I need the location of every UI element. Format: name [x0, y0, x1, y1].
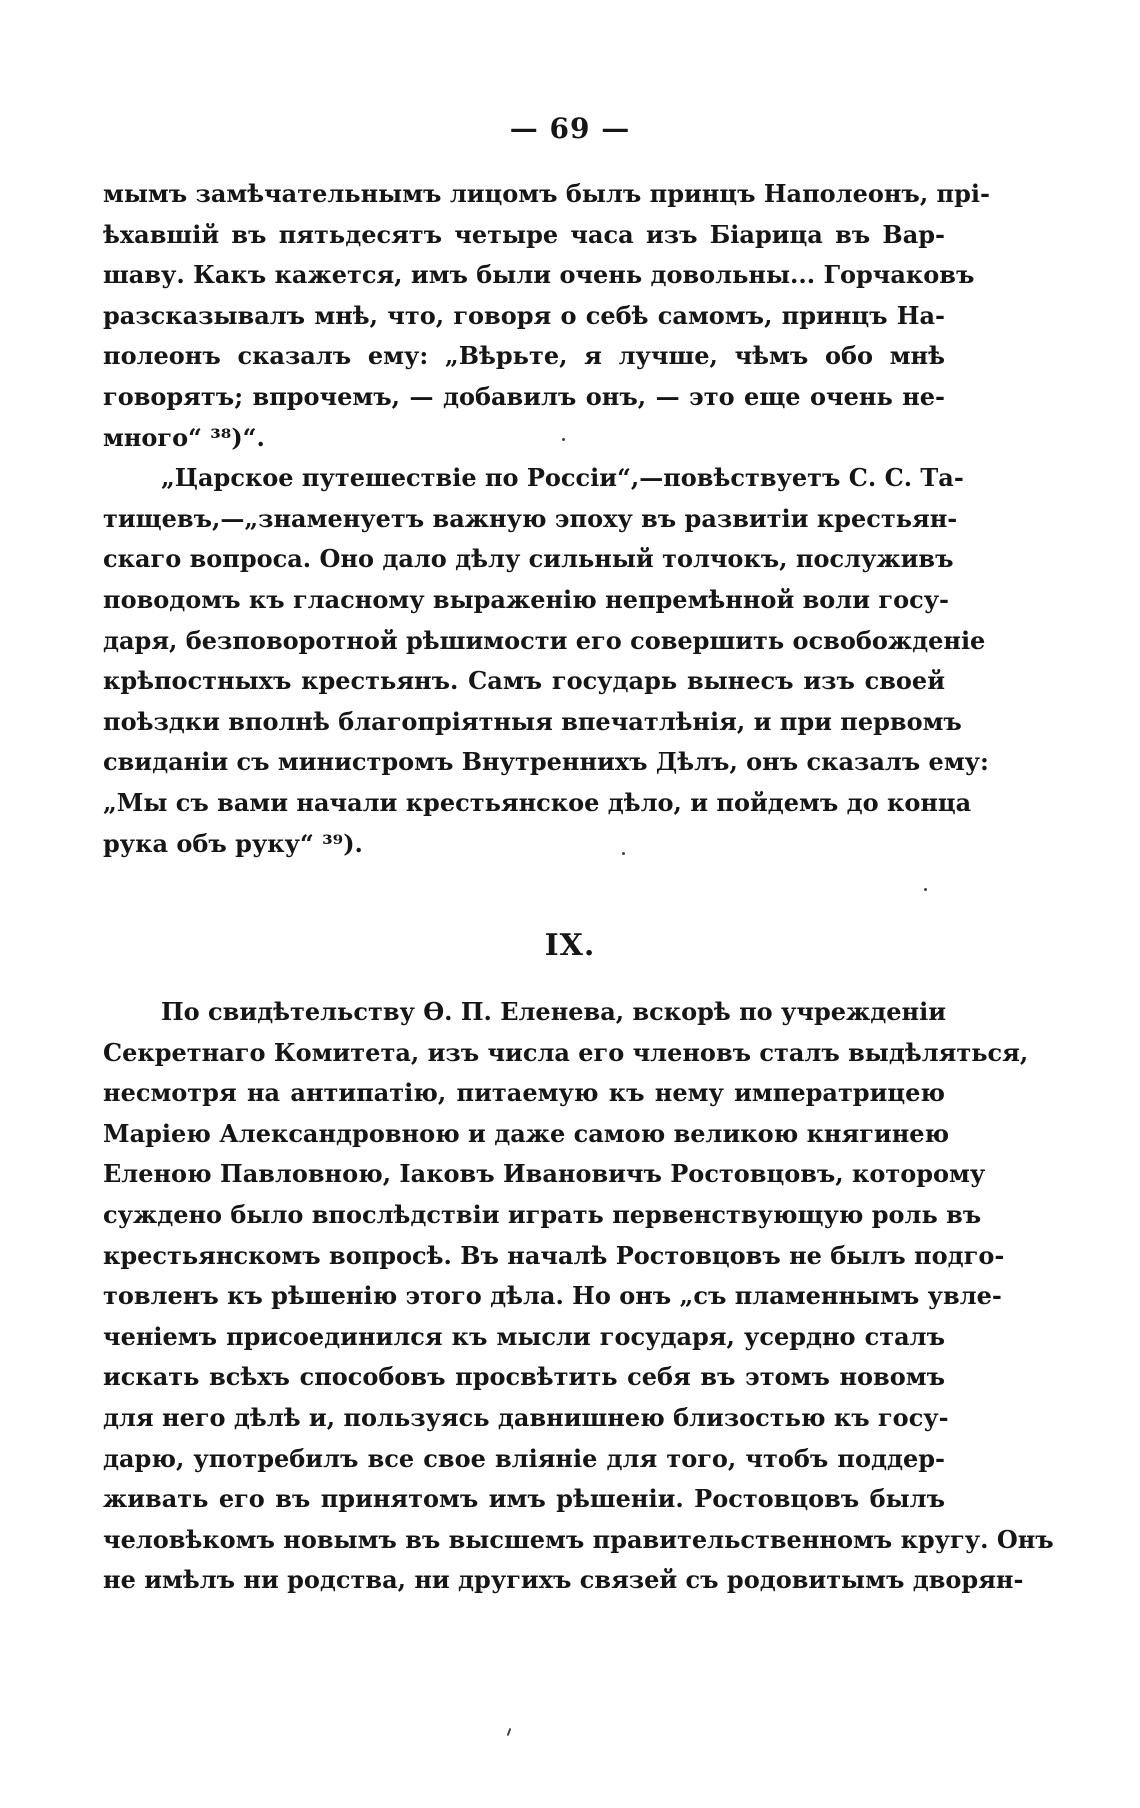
scan-speck [924, 888, 927, 891]
text-line: полеонъ сказалъ ему: „Вѣрьте, я лучше, чѣмъ обо мнѣ [103, 341, 945, 371]
text-line: поѣздки вполнѣ благопріятныя впечатлѣнія, и при первомъ [103, 706, 962, 736]
text-line: искать всѣхъ способовъ просвѣтить себя въ этомъ новомъ [103, 1362, 945, 1392]
scan-speck [562, 438, 565, 441]
text-line: По свидѣтельству Ѳ. П. Еленева, вскорѣ по учрежденіи [161, 997, 947, 1026]
text-line: ѣхавшій въ пятьдесятъ четыре часа изъ Біарица въ Вар- [103, 219, 945, 249]
text-line: „Царское путешествіе по Россіи“,—повѣствуетъ С. С. Та- [161, 463, 964, 493]
text-line: шаву. Какъ кажется, имъ были очень довольны... Горчаковъ [103, 260, 975, 290]
paragraph-continuation [103, 174, 990, 458]
text-line: живать его въ принятомъ имъ рѣшеніи. Ростовцовъ былъ [103, 1484, 945, 1514]
scan-speck [507, 1728, 512, 1736]
text-line: скаго вопроса. Оно дало дѣлу сильный толчокъ, послуживъ [103, 544, 954, 574]
text-line: свиданіи съ министромъ Внутреннихъ Дѣлъ, онъ сказалъ ему: [103, 747, 989, 777]
paragraph-tatishchev-quote [103, 458, 989, 864]
text-line: разсказывалъ мнѣ, что, говоря о себѣ самомъ, принцъ На- [103, 300, 945, 330]
text-line: не имѣлъ ни родства, ни другихъ связей съ родовитымъ дворян- [103, 1565, 1024, 1595]
text-line: суждено было впослѣдствіи играть первенствующую роль въ [103, 1199, 982, 1229]
text-line: рука объ руку“ ³⁹). [103, 828, 363, 858]
section-heading: IX. [544, 928, 596, 963]
text-line: тищевъ,—„знаменуетъ важную эпоху въ развитіи крестьян- [103, 503, 958, 533]
text-block-bottom [103, 992, 1054, 1601]
text-line: дарю, употребилъ все свое вліяніе для того, чтобъ поддер- [103, 1443, 945, 1473]
text-line: для него дѣлѣ и, пользуясь давнишнею близостью къ госу- [103, 1402, 949, 1432]
text-line: крѣпостныхъ крестьянъ. Самъ государь вынесъ изъ своей [103, 666, 945, 696]
text-line: даря, безповоротной рѣшимости его совершить освобожденіе [103, 625, 986, 655]
text-line: Маріею Александровною и даже самою великою княгинею [103, 1118, 950, 1148]
text-line: крестьянскомъ вопросѣ. Въ началѣ Ростовцовъ не былъ подго- [103, 1240, 1005, 1270]
text-line: „Мы съ вами начали крестьянское дѣло, и пойдемъ до конца [103, 787, 972, 817]
text-line: ченіемъ присоединился къ мысли государя, усердно сталъ [103, 1321, 945, 1351]
text-line: человѣкомъ новымъ въ высшемъ правительственномъ кругу. Онъ [103, 1524, 1054, 1554]
text-line: мымъ замѣчательнымъ лицомъ былъ принцъ Наполеонъ, прі- [103, 179, 990, 208]
page-number: — 69 — [509, 112, 631, 145]
text-line: несмотря на антипатію, питаемую къ нему императрицею [103, 1078, 945, 1108]
text-line: говорятъ; впрочемъ, — добавилъ онъ, — это еще очень не- [103, 381, 945, 411]
text-line: много“ ³⁸)“. [103, 422, 265, 452]
scan-speck [622, 852, 625, 855]
text-line: Еленою Павловною, Іаковъ Ивановичъ Ростовцовъ, которому [103, 1159, 986, 1189]
paragraph-section-ix [103, 992, 1054, 1601]
text-line: Секретнаго Комитета, изъ числа его членовъ сталъ выдѣляться, [103, 1037, 1029, 1067]
text-line: товленъ къ рѣшенію этого дѣла. Но онъ „съ пламеннымъ увле- [103, 1281, 1002, 1311]
text-block-top [103, 174, 990, 864]
text-line: поводомъ къ гласному выраженію непремѣнной воли госу- [103, 584, 950, 614]
